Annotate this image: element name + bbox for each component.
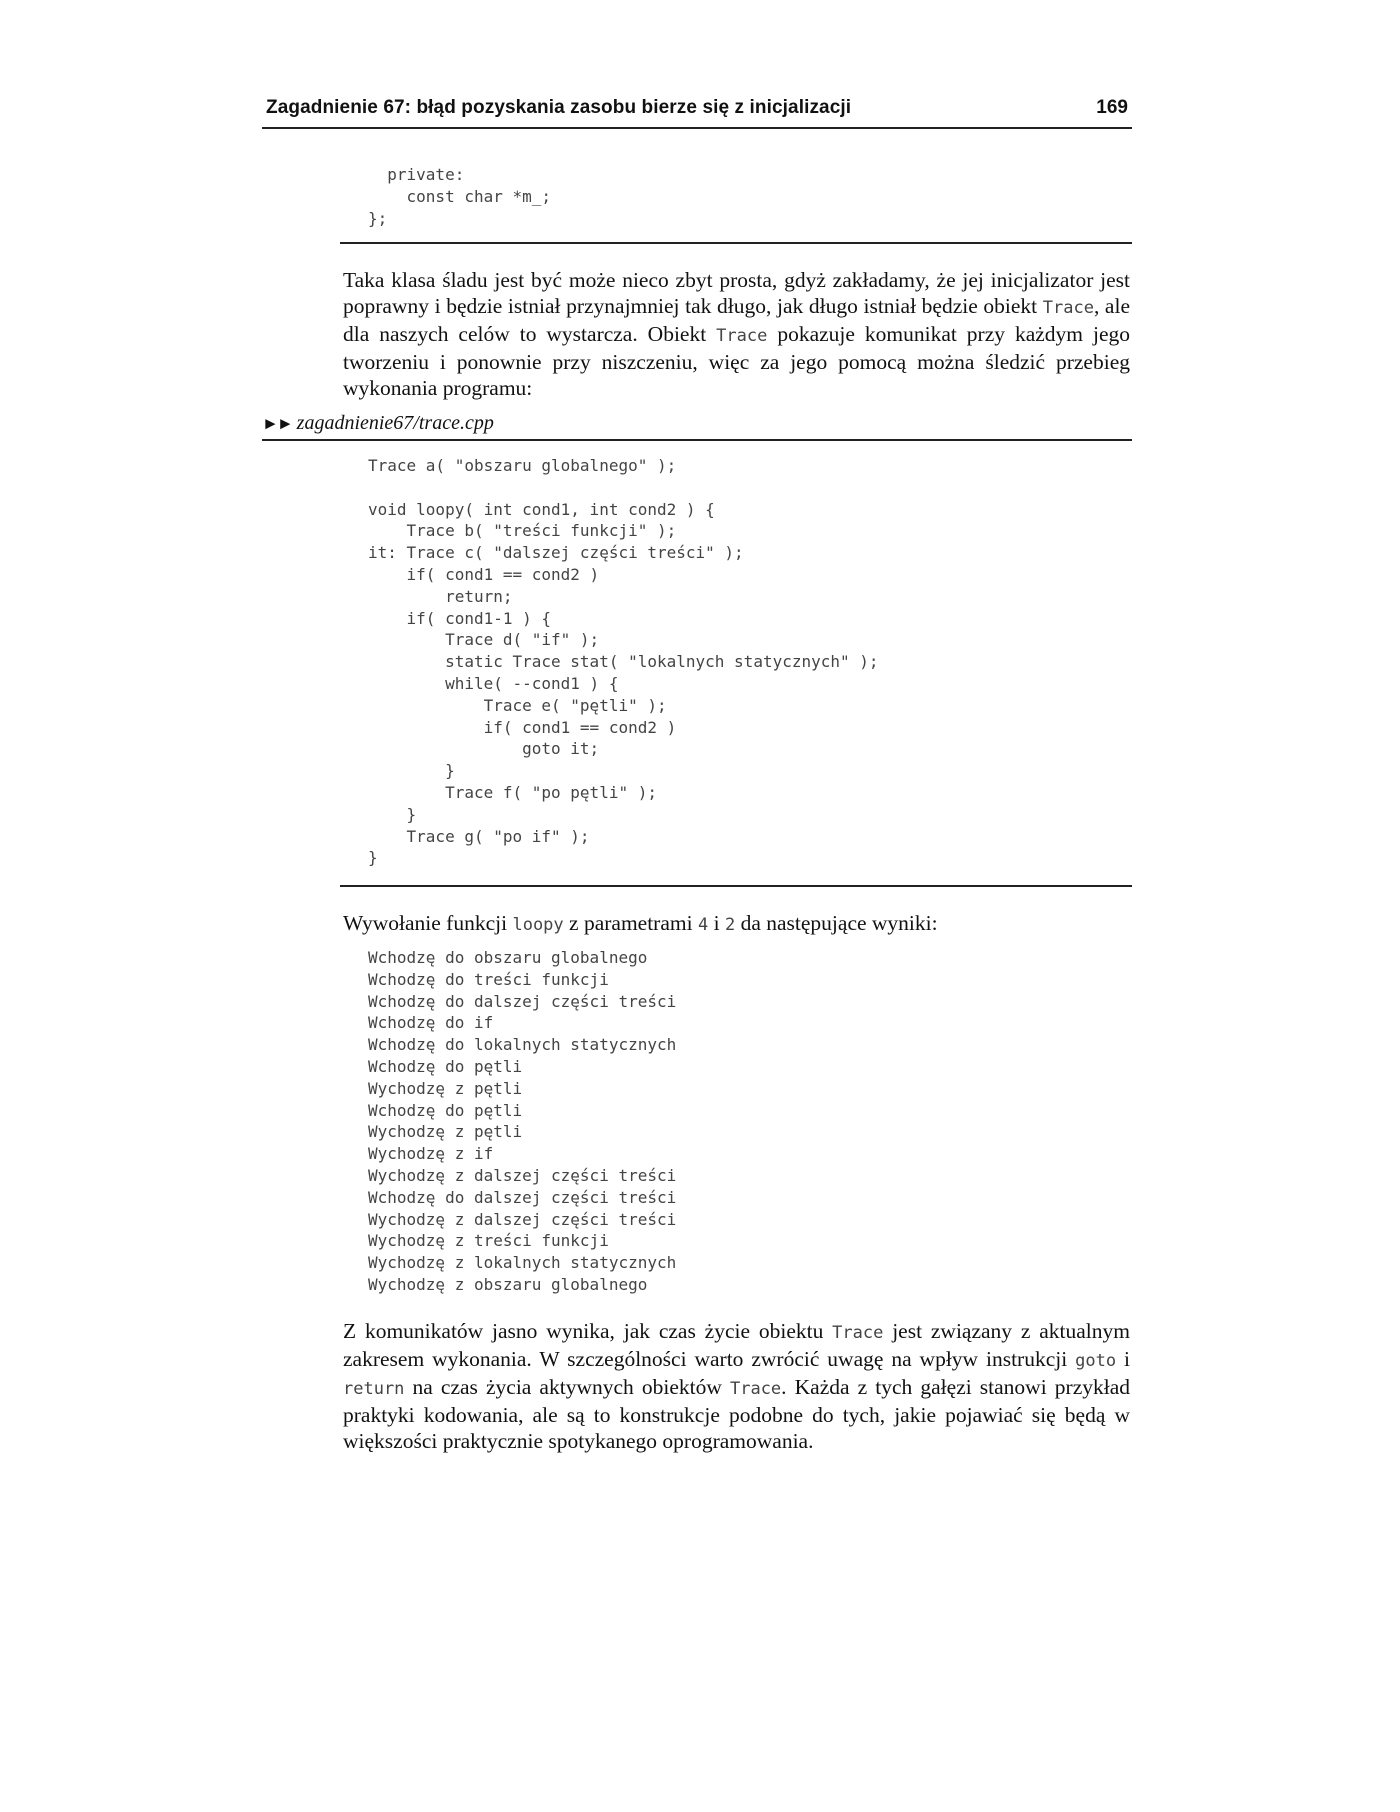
paragraph-text: na czas życia aktywnych obiektów: [404, 1375, 730, 1399]
inline-code: 4: [697, 915, 709, 935]
paragraph-text: jest związany z aktualnym zakresem wykonania. W szczególności warto zwrócić uwagę na wpływ instrukcji: [343, 1319, 1131, 1371]
paragraph-text: z parametrami: [563, 911, 698, 935]
inline-code: return: [343, 1379, 405, 1399]
code-block-top: private: const char *m_; };: [368, 165, 552, 228]
paragraph-text: Z komunikatów jasno wynika, jak czas życie obiektu: [343, 1319, 833, 1343]
paragraph-text: da następujące wyniki:: [735, 911, 938, 935]
code-block-main-bottom-rule: [340, 885, 1132, 887]
page-number: 169: [1096, 97, 1128, 118]
code-block-main: Trace a( "obszaru globalnego" ); void loopy( int cond1, int cond2 ) { Trace b( "treści funkcji" ); it: Trace c( "dalszej części treści" ); if( cond1 == cond2 ) return; if( cond1-1 ) { Trace d( "if" ); static Trace stat( "lokalnych statycznych" ); while( --cond1 ) { Trace e( "pętli" ); if( cond1 == cond2 ) goto it; } Trace f( "po pętli" ); } Trace g( "po if" ); }: [368, 456, 879, 868]
inline-code: 2: [724, 915, 736, 935]
paragraph-text: Wywołanie funkcji: [343, 911, 513, 935]
paragraph-text: Taka klasa śladu jest być może nieco zbyt prosta, gdyż zakładamy, że jej inicjalizator jest poprawny i będzie istniał przynajmniej tak długo, jak długo istniał będzie obiekt: [343, 268, 1130, 318]
paragraph-text: i: [708, 911, 725, 935]
source-file-marker: [262, 412, 494, 435]
code-block-top-rule: [262, 439, 1132, 441]
paragraph-text: i: [1116, 1347, 1130, 1371]
inline-code: Trace: [716, 326, 768, 346]
double-arrow-icon: ►►: [262, 414, 292, 433]
body-paragraph-2: [343, 910, 1130, 938]
inline-code: Trace: [832, 1323, 884, 1343]
page-header: [262, 95, 1132, 129]
inline-code: goto: [1075, 1351, 1117, 1371]
body-paragraph-3: [343, 1318, 1130, 1454]
paragraph-text: pokazuje komunikat przy każdym jego tworzeniu i ponownie przy niszczeniu, więc za jego pomocą można śledzić przebieg wykonania programu:: [343, 322, 1130, 400]
program-output: Wchodzę do obszaru globalnego Wchodzę do treści funkcji Wchodzę do dalszej części treści Wchodzę do if Wchodzę do lokalnych statycznych Wchodzę do pętli Wychodzę z pętli Wchodzę do pętli Wychodzę z pętli Wychodzę z if Wychodzę z dalszej części treści Wchodzę do dalszej części treści Wychodzę z dalszej części treści Wychodzę z treści funkcji Wychodzę z lokalnych statycznych Wychodzę z obszaru globalnego: [368, 948, 677, 1294]
inline-code: Trace: [1042, 298, 1094, 318]
body-paragraph-1: [343, 267, 1130, 401]
code-block-bottom-rule: [340, 242, 1132, 244]
running-title: Zagadnienie 67: błąd pozyskania zasobu bierze się z inicjalizacji: [266, 97, 852, 118]
paragraph-text: . Każda z tych gałęzi stanowi przykład praktyki kodowania, ale są to konstrukcje podobne do tych, jakie pojawiać się będą w większości praktycznie spotykanego oprogramowania.: [343, 1375, 1130, 1453]
source-file-name: zagadnienie67/trace.cpp: [296, 412, 494, 434]
inline-code: loopy: [512, 915, 564, 935]
inline-code: Trace: [729, 1379, 782, 1399]
paragraph-text: , ale dla naszych celów to wystarcza. Obiekt: [343, 294, 1130, 346]
